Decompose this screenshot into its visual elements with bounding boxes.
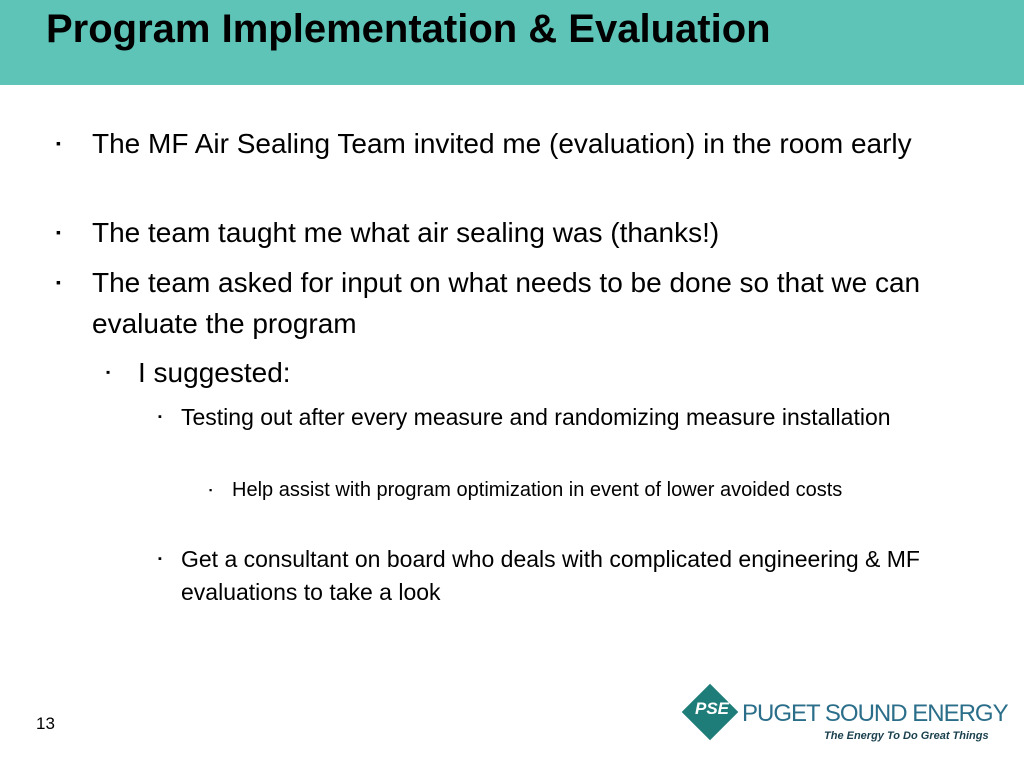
bullet-marker-icon: ▪ — [56, 224, 61, 240]
bullet-text: Testing out after every measure and randomizing measure installation — [181, 404, 891, 430]
bullet-marker-icon: ▪ — [158, 553, 162, 565]
bullet-item — [56, 212, 936, 253]
bullet-text: Get a consultant on board who deals with complicated engineering & MF evaluations to take a look — [181, 546, 920, 605]
bullet-marker-icon: ▪ — [56, 135, 61, 151]
slide-title: Program Implementation & Evaluation — [46, 7, 771, 51]
bullet-text: Help assist with program optimization in event of lower avoided costs — [232, 479, 843, 501]
bullet-item — [56, 262, 936, 344]
level4-bullet-item — [209, 475, 889, 505]
sub-sub-bullet-item — [158, 543, 928, 609]
bullet-marker-icon: ▪ — [209, 485, 213, 495]
bullet-text: The team asked for input on what needs to be done so that we can evaluate the program — [92, 267, 921, 339]
logo-company-name: PUGET SOUND ENERGY — [742, 700, 1008, 727]
bullet-text: The team taught me what air sealing was (thanks!) — [92, 217, 720, 248]
logo-tagline: The Energy To Do Great Things — [824, 730, 989, 742]
bullet-text: I suggested: — [138, 357, 291, 388]
company-logo — [686, 688, 1006, 748]
bullet-text: The MF Air Sealing Team invited me (evaluation) in the room early — [92, 128, 912, 159]
bullet-marker-icon: ▪ — [106, 365, 111, 379]
bullet-marker-icon: ▪ — [158, 411, 162, 423]
logo-abbreviation: PSE — [694, 699, 730, 718]
sub-sub-bullet-item — [158, 401, 928, 434]
bullet-item — [56, 123, 936, 164]
slide-number: 13 — [36, 714, 55, 733]
sub-bullet-item — [106, 352, 926, 393]
bullet-marker-icon: ▪ — [56, 274, 61, 290]
